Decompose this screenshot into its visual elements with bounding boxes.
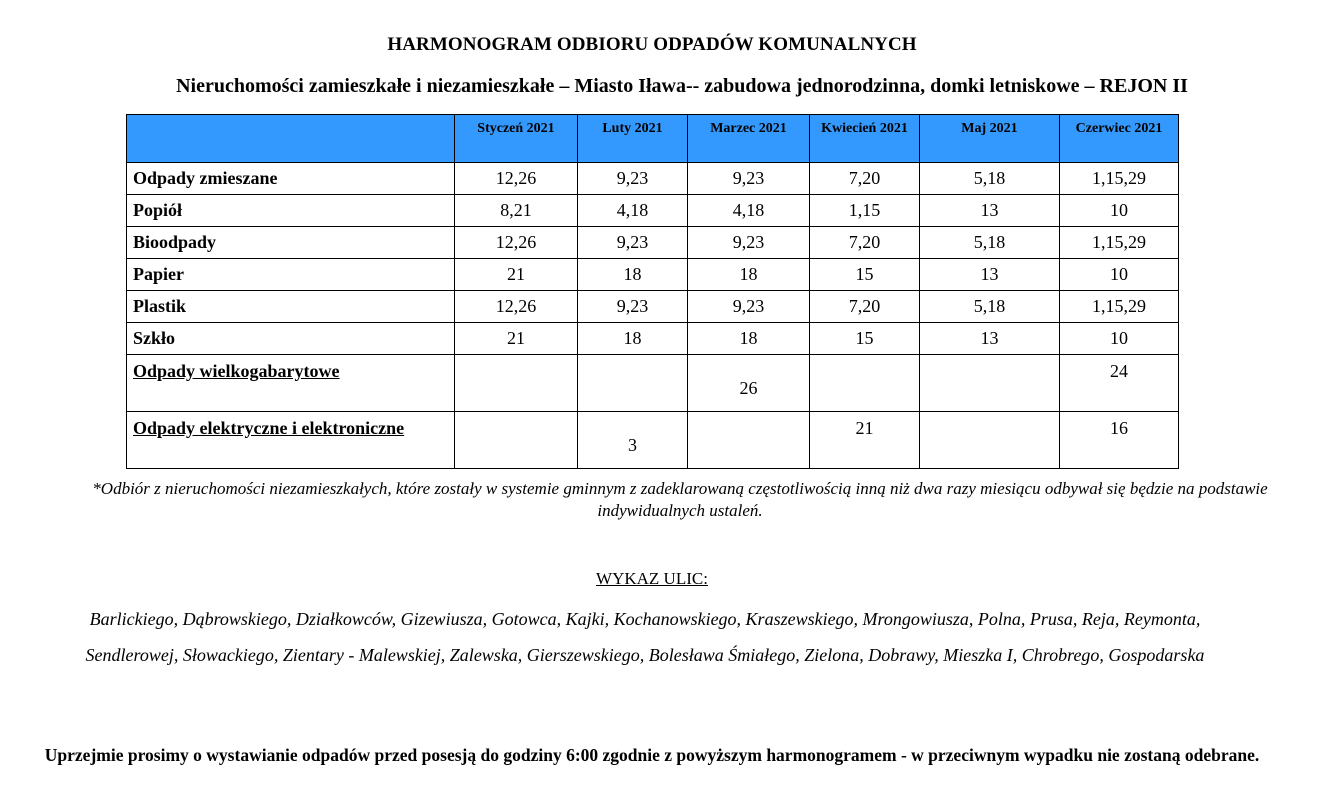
table-cell: 15 — [810, 259, 920, 291]
table-cell: 1,15,29 — [1060, 227, 1179, 259]
table-cell: 21 — [810, 412, 920, 469]
table-cell: 9,23 — [578, 163, 688, 195]
street-list: Barlickiego, Dąbrowskiego, Działkowców, Gizewiusza, Gotowca, Kajki, Kochanowskiego, Kraszewskiego, Mrongowiusza, Polna, Prusa, Reja, Reymonta, Sendlerowej, Słowackiego, Zientary - Malewskiej, Zalewska, Gierszewskiego, Bolesława Śmiałego, Zielona, Dobrawy, Mieszka I, Chrobrego, Gospodarska — [85, 609, 1205, 665]
table-cell: 7,20 — [810, 227, 920, 259]
table-cell: 10 — [1060, 323, 1179, 355]
header-cell-month: Marzec 2021 — [688, 115, 810, 163]
table-cell: 18 — [578, 259, 688, 291]
collection-schedule-table — [126, 114, 1179, 469]
table-cell: 7,20 — [810, 163, 920, 195]
table-cell: 12,26 — [455, 227, 578, 259]
document-subtitle: Nieruchomości zamieszkałe i niezamieszkałe – Miasto Iława-- zabudowa jednorodzinna, domki letniskowe – REJON II — [176, 75, 1188, 97]
table-cell — [920, 355, 1060, 412]
row-label: Bioodpady — [127, 227, 455, 259]
row-label: Odpady zmieszane — [127, 163, 455, 195]
table-header-row — [127, 115, 1179, 163]
table-row — [127, 323, 1179, 355]
table-cell: 3 — [578, 412, 688, 469]
table-row — [127, 412, 1179, 469]
table-cell: 13 — [920, 195, 1060, 227]
table-row — [127, 195, 1179, 227]
table-cell: 15 — [810, 323, 920, 355]
table-cell: 5,18 — [920, 163, 1060, 195]
header-cell-label — [127, 115, 455, 163]
table-cell: 13 — [920, 323, 1060, 355]
table-cell: 24 — [1060, 355, 1179, 412]
table-cell: 21 — [455, 259, 578, 291]
collection-request: Uprzejmie prosimy o wystawianie odpadów przed posesją do godziny 6:00 zgodnie z powyższym harmonogramem - w przeciwnym wypadku nie zostaną odebrane. — [44, 745, 1260, 765]
row-label: Plastik — [127, 291, 455, 323]
table-cell: 9,23 — [688, 227, 810, 259]
table-cell — [578, 355, 688, 412]
footnote: *Odbiór z nieruchomości niezamieszkałych, które zostały w systemie gminnym z zadeklarowaną częstotliwością inną niż dwa razy miesiącu odbywał się będzie na podstawie indywidualnych ustaleń. — [92, 479, 1268, 520]
table-row — [127, 291, 1179, 323]
row-label: Szkło — [127, 323, 455, 355]
header-cell-month: Styczeń 2021 — [455, 115, 578, 163]
table-cell: 1,15,29 — [1060, 291, 1179, 323]
table-cell: 13 — [920, 259, 1060, 291]
table-cell: 8,21 — [455, 195, 578, 227]
table-cell — [455, 412, 578, 469]
header-cell-month: Kwiecień 2021 — [810, 115, 920, 163]
document-title: HARMONOGRAM ODBIORU ODPADÓW KOMUNALNYCH — [387, 34, 917, 55]
table-cell: 21 — [455, 323, 578, 355]
table-row — [127, 355, 1179, 412]
header-cell-month: Luty 2021 — [578, 115, 688, 163]
row-label: Odpady wielkogabarytowe — [127, 355, 455, 412]
table-cell: 18 — [578, 323, 688, 355]
table-cell: 16 — [1060, 412, 1179, 469]
table-cell: 12,26 — [455, 163, 578, 195]
table-cell: 1,15 — [810, 195, 920, 227]
table-row — [127, 259, 1179, 291]
table-cell: 9,23 — [578, 291, 688, 323]
table-cell — [810, 355, 920, 412]
table-cell: 1,15,29 — [1060, 163, 1179, 195]
table-cell: 18 — [688, 323, 810, 355]
row-label: Odpady elektryczne i elektroniczne — [127, 412, 455, 469]
table-cell: 12,26 — [455, 291, 578, 323]
table-cell: 4,18 — [578, 195, 688, 227]
table-row — [127, 227, 1179, 259]
table-cell — [455, 355, 578, 412]
table-cell — [920, 412, 1060, 469]
row-label: Popiół — [127, 195, 455, 227]
streets-heading: WYKAZ ULIC: — [596, 569, 708, 588]
table-cell: 7,20 — [810, 291, 920, 323]
header-cell-month: Maj 2021 — [920, 115, 1060, 163]
table-cell: 5,18 — [920, 291, 1060, 323]
table-cell: 10 — [1060, 195, 1179, 227]
table-cell: 5,18 — [920, 227, 1060, 259]
header-cell-month: Czerwiec 2021 — [1060, 115, 1179, 163]
table-cell: 26 — [688, 355, 810, 412]
table-cell: 9,23 — [688, 163, 810, 195]
table-cell: 9,23 — [578, 227, 688, 259]
table-cell: 18 — [688, 259, 810, 291]
row-label: Papier — [127, 259, 455, 291]
table-cell — [688, 412, 810, 469]
table-cell: 9,23 — [688, 291, 810, 323]
table-cell: 4,18 — [688, 195, 810, 227]
table-cell: 10 — [1060, 259, 1179, 291]
table-row — [127, 163, 1179, 195]
